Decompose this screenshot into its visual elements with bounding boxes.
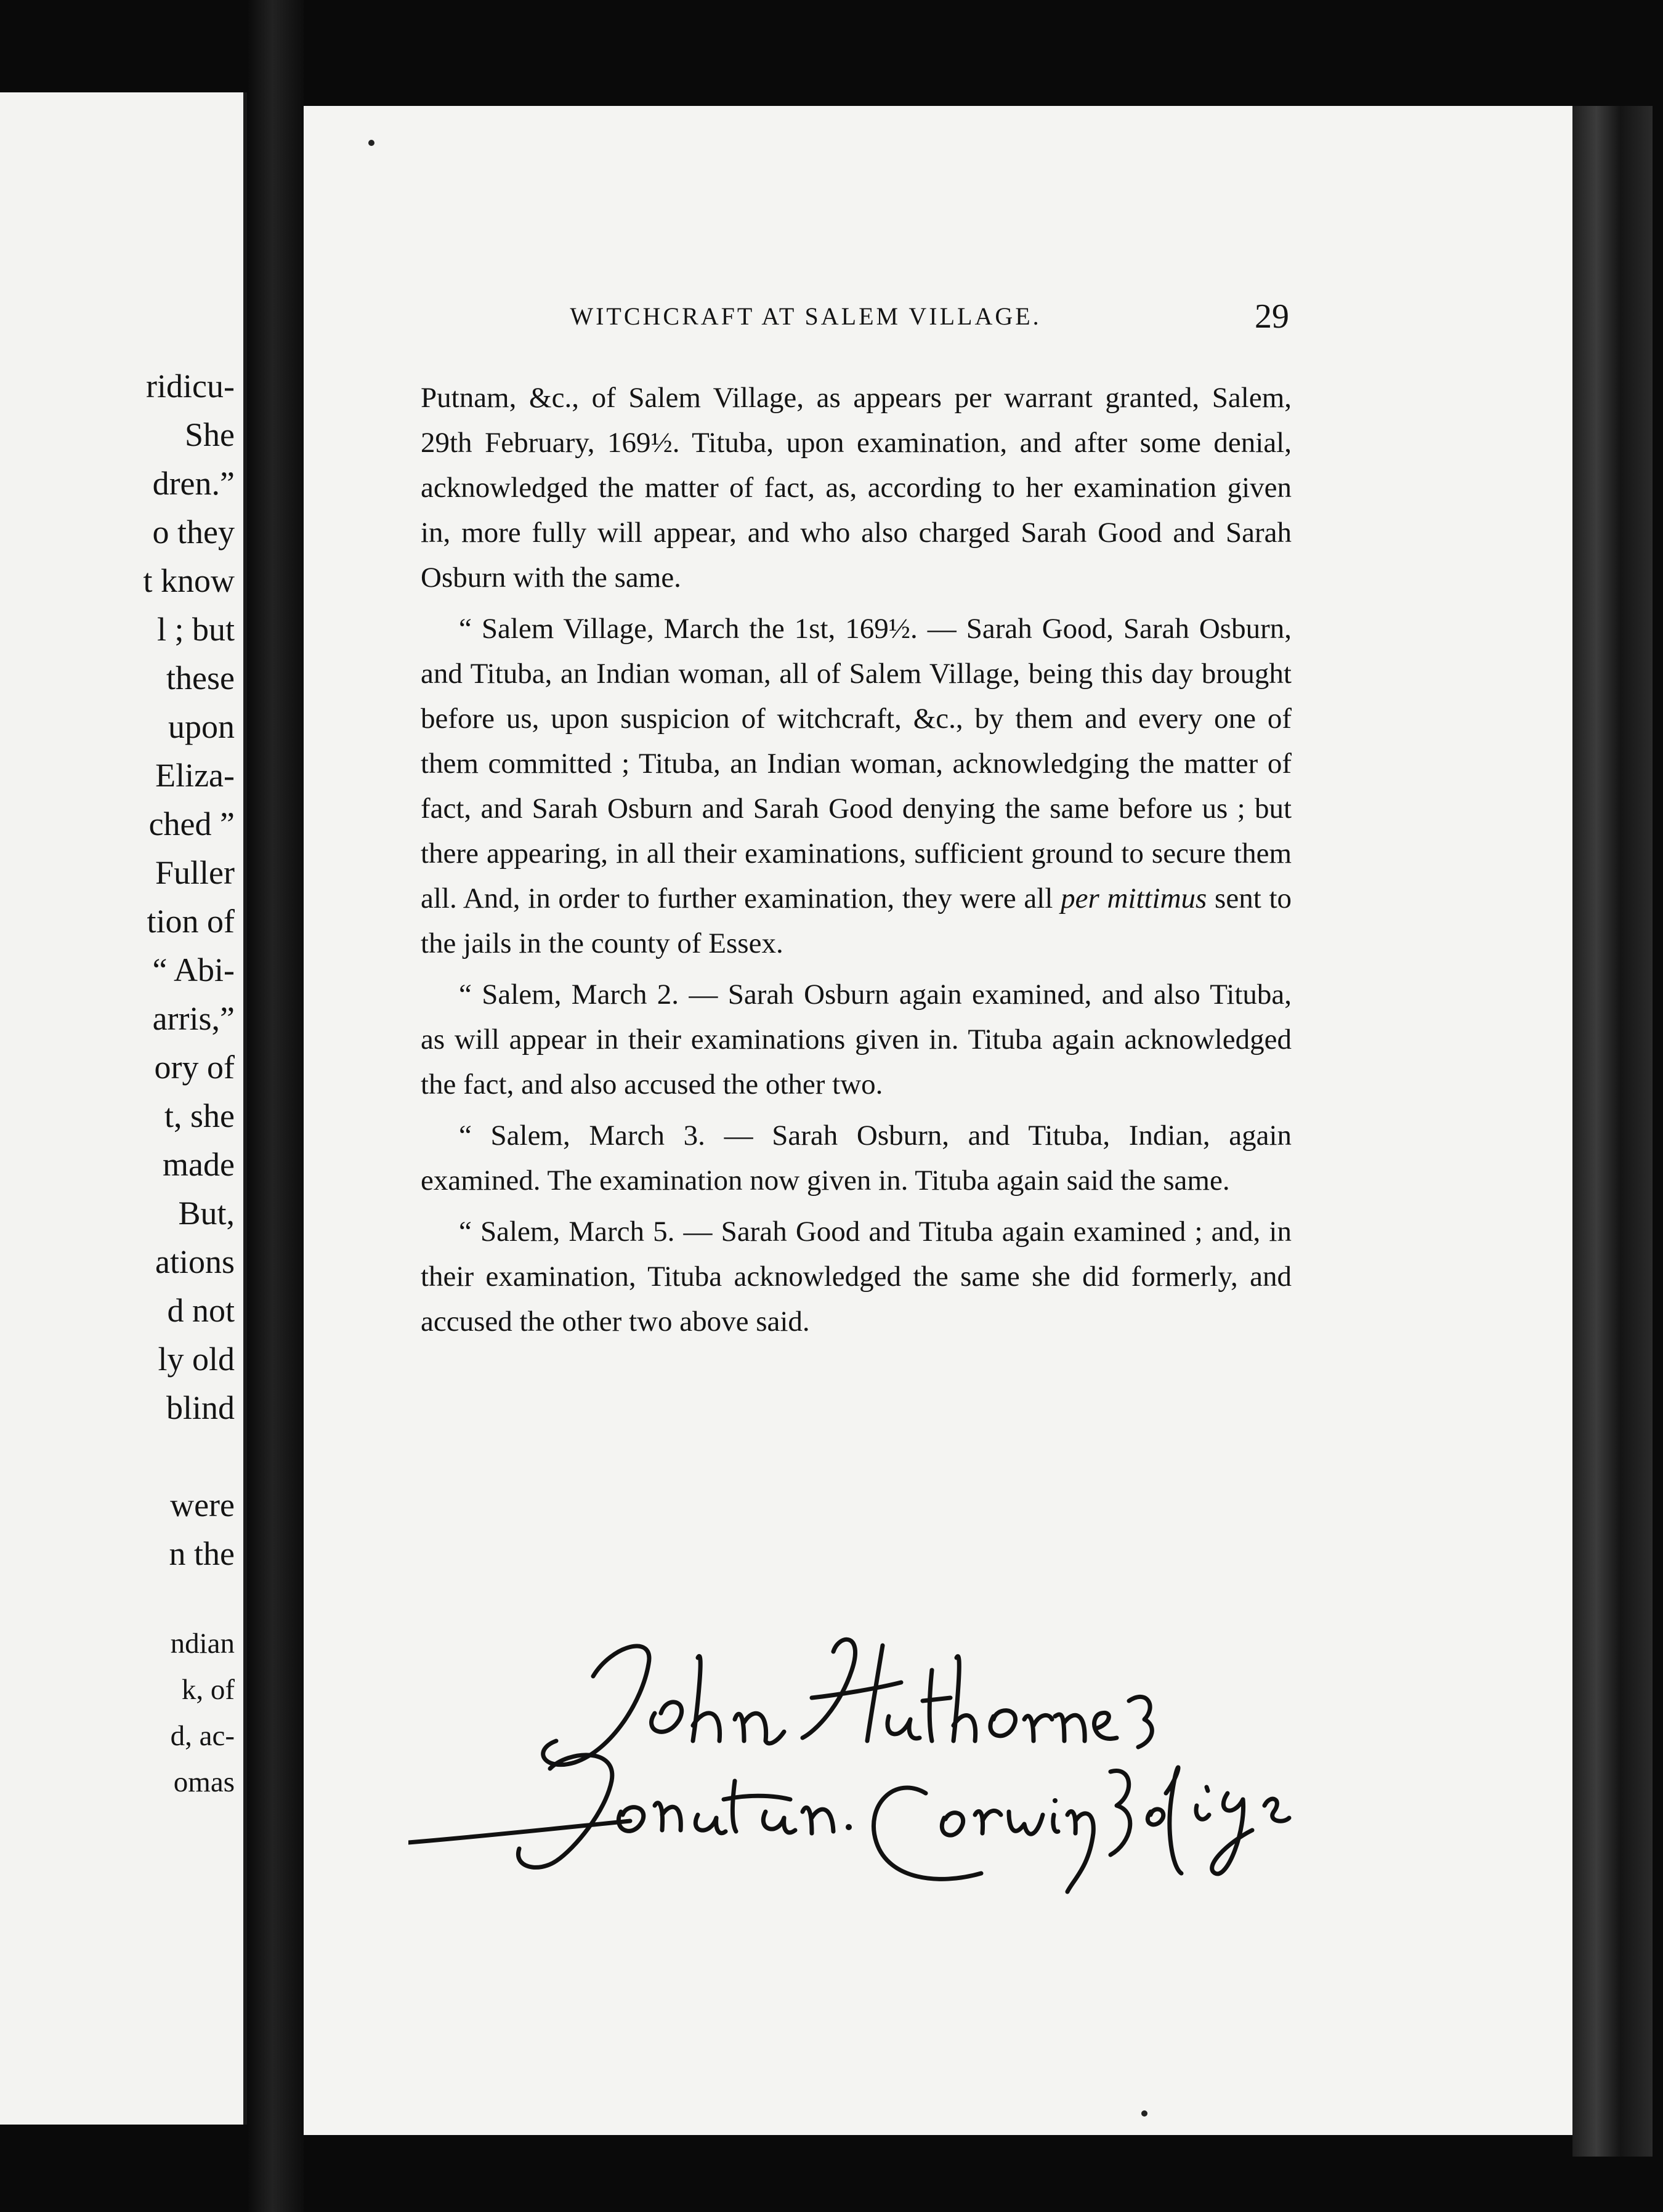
page-header <box>304 106 1297 155</box>
paragraph <box>421 607 1292 966</box>
left-line: ory of <box>154 1049 235 1086</box>
left-line: Fuller <box>155 854 235 891</box>
body-text <box>421 376 1292 1350</box>
signature-corwin <box>408 1755 1289 1892</box>
left-line: ations <box>155 1243 235 1280</box>
left-line: these <box>166 660 235 696</box>
left-line: But, <box>178 1195 235 1232</box>
italic-phrase: per mittimus <box>1061 882 1207 914</box>
left-line: tion of <box>147 903 235 940</box>
left-line: made <box>163 1146 235 1183</box>
paragraph-text: sent to the jails in the county of Essex. <box>421 882 1292 959</box>
page-header <box>421 292 1289 341</box>
left-line: t know <box>143 562 235 599</box>
left-line: “ Abi- <box>152 951 235 988</box>
left-line: ched ” <box>148 805 235 842</box>
left-line: k, of <box>181 1674 235 1706</box>
paragraph: “ Salem, March 5. — Sarah Good and Tituba again examined ; and, in their examination, Tituba acknowledged the same she did formerly, and accused the other two above said. <box>421 1216 1292 1338</box>
left-line: omas <box>173 1766 235 1798</box>
page-edges <box>1572 106 1653 2157</box>
left-line: ly old <box>158 1341 235 1378</box>
speck <box>1141 2110 1147 2117</box>
left-line: ndian <box>170 1628 235 1660</box>
paragraph-text: “ Salem Village, March the 1st, 169½. — Sarah Good, Sarah Osburn, and Tituba, an Indian woman, all of Salem Village, being this day brought before us, upon suspicion of witchcraft, &c., by them and every one of them committed ; Tituba, an Indian woman, acknowledging the matter of fact, and Sarah Osburn and Sarah Good denying the same before us ; but there appearing, in all their examinations, sufficient ground to secure them all. And, in order to further examination, they were all <box>421 613 1292 914</box>
book-gutter <box>247 0 304 2212</box>
left-line: ridicu- <box>146 368 235 405</box>
left-line: Eliza- <box>155 757 235 794</box>
left-line: dren.” <box>152 465 235 502</box>
left-line: arris,” <box>152 1000 235 1037</box>
left-line: l ; but <box>156 611 235 648</box>
running-head: WITCHCRAFT AT SALEM VILLAGE. <box>570 302 1042 330</box>
page-number: 29 <box>1255 297 1289 336</box>
left-line: were <box>170 1487 235 1524</box>
paragraph: “ Salem, March 3. — Sarah Osburn, and Tituba, Indian, again examined. The examination now given in. Tituba again said the same. <box>421 1120 1292 1197</box>
signature-drawing <box>408 1609 1308 1947</box>
left-line: She <box>185 416 235 453</box>
left-line: o they <box>152 514 235 551</box>
left-page-fragment <box>0 92 247 2125</box>
left-line: n the <box>169 1535 235 1572</box>
paragraph: “ Salem, March 2. — Sarah Osburn again examined, and also Tituba, as will appear in their examinations given in. Tituba again acknowledged the fact, and also accused the other two. <box>421 979 1292 1100</box>
left-line: upon <box>168 708 235 745</box>
left-line: blind <box>166 1389 235 1426</box>
left-line: d, ac- <box>170 1720 235 1752</box>
paragraph: Putnam, &c., of Salem Village, as appears per warrant granted, Salem, 29th February, 169½. Tituba, upon examination, and after some denial, acknowledged the matter of fact, as, according to her examination given in, more fully will appear, and who also charged Sarah Good and Sarah Osburn with the same. <box>421 382 1292 594</box>
left-line: t, she <box>164 1097 235 1134</box>
book-page <box>304 106 1572 2135</box>
signature-hathorne <box>543 1639 1152 1764</box>
left-line: d not <box>167 1292 235 1329</box>
signatures <box>408 1609 1308 1947</box>
